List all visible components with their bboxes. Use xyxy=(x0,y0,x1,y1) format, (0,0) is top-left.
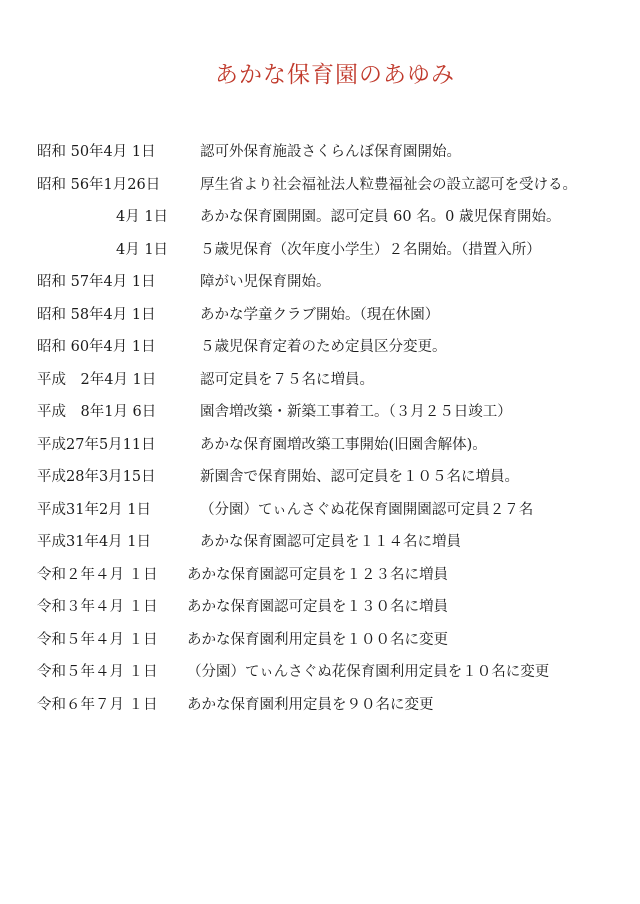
entry-date: 昭和 57年4月 1日 xyxy=(37,274,156,290)
entry-date: 平成27年5月11日 xyxy=(37,436,156,453)
entry-date: 昭和 58年4月 1日 xyxy=(37,306,156,323)
entry-event: あかな保育園増改築工事開始(旧園舎解体)。 xyxy=(200,436,487,453)
entry-event: 認可外保育施設さくらんぼ保育園開始。 xyxy=(200,144,461,160)
entry-date: 平成 2年4月 1日 xyxy=(37,371,157,388)
entry-date: 昭和 60年4月 1日 xyxy=(37,339,156,355)
history-entry xyxy=(0,173,640,206)
entry-date: 昭和 56年1月26日 xyxy=(37,176,161,193)
history-entry xyxy=(0,140,640,173)
document-title: あかな保育園のあゆみ xyxy=(215,62,455,88)
history-entry xyxy=(0,628,640,661)
entry-date: 令和３年４月 １日 xyxy=(37,599,158,615)
entry-event: あかな保育園認可定員を１２３名に増員 xyxy=(187,566,448,583)
entry-event: 厚生省より社会福祉法人粒豊福祉会の設立認可を受ける。 xyxy=(200,176,577,193)
entry-date: 令和２年４月 １日 xyxy=(37,566,158,583)
entry-date: 令和６年７月 １日 xyxy=(37,696,158,713)
history-entry xyxy=(0,693,640,726)
history-entry xyxy=(0,660,640,693)
entry-event: 認可定員を７５名に増員。 xyxy=(200,371,374,388)
entry-event: ５歳児保育定着のため定員区分変更。 xyxy=(200,339,447,355)
entry-event: あかな保育園認可定員を１１４名に増員 xyxy=(200,534,461,550)
entry-event: あかな学童クラブ開始。（現在休園） xyxy=(200,306,440,323)
entry-event: 園舎増改築・新築工事着工。（３月２５日竣工） xyxy=(200,404,512,420)
history-entry xyxy=(0,498,640,531)
history-entry xyxy=(0,303,640,336)
history-entry xyxy=(0,270,640,303)
history-entry xyxy=(0,400,640,433)
entry-date: 4月 1日 xyxy=(116,241,169,258)
entry-date: 平成31年4月 1日 xyxy=(37,534,152,550)
entry-date: 平成31年2月 1日 xyxy=(37,501,152,518)
history-entry xyxy=(0,205,640,238)
entry-event: あかな保育園認可定員を１３０名に増員 xyxy=(187,599,448,615)
history-entry xyxy=(0,563,640,596)
history-entry xyxy=(0,238,640,271)
entry-date: 令和５年４月 １日 xyxy=(37,631,158,648)
history-entry xyxy=(0,595,640,628)
entry-date: 平成28年3月15日 xyxy=(37,469,156,485)
entry-date: 令和５年４月 １日 xyxy=(37,664,158,680)
history-entry xyxy=(0,465,640,498)
entry-event: （分園）てぃんさぐぬ花保育園開園認可定員２７名 xyxy=(200,501,534,518)
entry-event: （分園）てぃんさぐぬ花保育園利用定員を１０名に変更 xyxy=(187,664,550,680)
entry-date: 4月 1日 xyxy=(116,209,169,225)
entry-event: あかな保育園開園。認可定員 60 名。0 歳児保育開始。 xyxy=(200,209,561,225)
entry-event: 新園舎で保育開始、認可定員を１０５名に増員。 xyxy=(200,469,519,485)
entry-event: ５歳児保育（次年度小学生）２名開始。（措置入所） xyxy=(200,241,541,258)
entry-date: 昭和 50年4月 1日 xyxy=(37,144,156,160)
entry-date: 平成 8年1月 6日 xyxy=(37,404,157,420)
history-entry xyxy=(0,335,640,368)
entry-event: あかな保育園利用定員を９０名に変更 xyxy=(187,696,434,713)
entry-event: あかな保育園利用定員を１００名に変更 xyxy=(187,631,448,648)
entry-event: 障がい児保育開始。 xyxy=(200,274,331,290)
history-list xyxy=(0,140,640,725)
history-entry xyxy=(0,368,640,401)
history-entry xyxy=(0,530,640,563)
history-entry xyxy=(0,433,640,466)
